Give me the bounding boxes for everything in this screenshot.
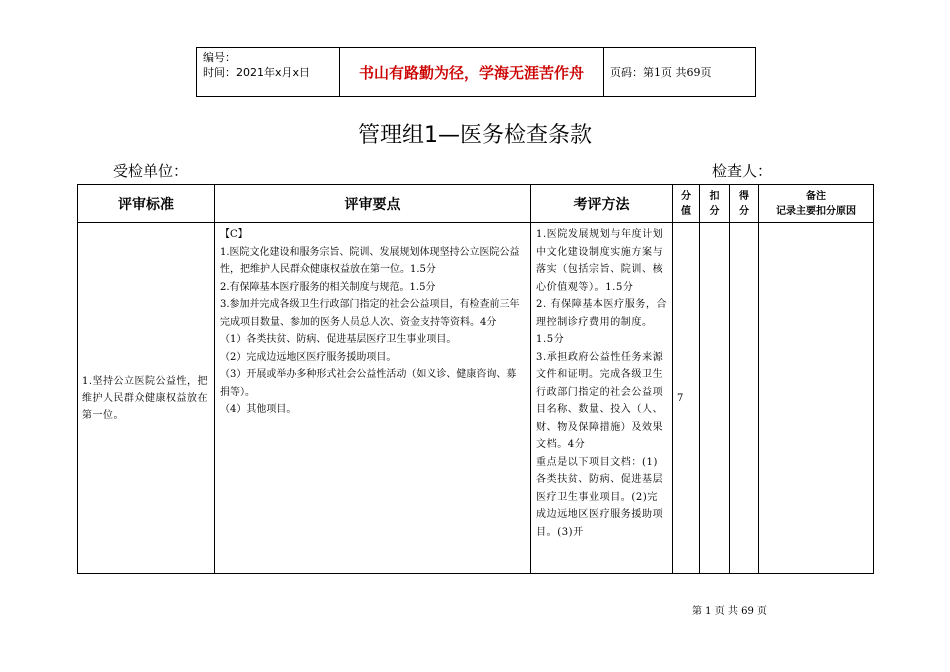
header-score: 分 值 — [673, 185, 700, 223]
points-cell — [215, 223, 531, 574]
motto: 书山有路勤为径，学海无涯苦作舟 — [340, 48, 604, 96]
points-line: 1.医院文化建设和服务宗旨、院训、发展规划体现坚持公立医院公益性，把维护人民群众健康权益放在第一位。1.5分 — [220, 246, 520, 275]
points-line: 【C】 — [220, 229, 248, 240]
method-cell — [531, 223, 673, 574]
page-label: 页码：第1页 共69页 — [610, 66, 712, 79]
note-cell — [759, 223, 874, 574]
number-label: 编号： — [203, 51, 236, 64]
method-line: 2. 有保障基本医疗服务，合理控制诊疗费用的制度。1.5分 — [536, 299, 668, 345]
points-line: （2）完成边远地区医疗服务援助项目。 — [220, 351, 397, 363]
table-row — [78, 223, 874, 574]
method-line: 重点是以下项目文档：(1)各类扶贫、防病、促进基层医疗卫生事业项目。(2)完成边远地区医疗服务援助项目。(3)开 — [536, 456, 664, 538]
points-line: （3）开展或举办多种形式社会公益性活动（如义诊、健康咨询、募捐等）。 — [220, 369, 517, 398]
points-line: （4）其他项目。 — [220, 404, 297, 415]
deduct-cell — [700, 223, 730, 574]
points-line: （1）各类扶贫、防病、促进基层医疗卫生事业项目。 — [220, 334, 457, 345]
points-line: 3.参加并完成各级卫生行政部门指定的社会公益项目，有检查前三年完成项目数量、参加的医务人员总人次、资金支持等资料。4分 — [220, 299, 520, 328]
header-deduct: 扣 分 — [700, 185, 730, 223]
method-line: 1.医院发展规划与年度计划中文化建设制度实施方案与落实（包括宗旨、院训、核心价值观等）。1.5分 — [536, 229, 664, 293]
header-standard: 评审标准 — [78, 185, 215, 223]
inspector-label: 检查人： — [712, 162, 773, 180]
score-cell: 7 — [673, 223, 700, 574]
table-header-row — [78, 185, 874, 223]
review-table — [77, 184, 874, 574]
standard-cell: 1.坚持公立医院公益性，把维护人民群众健康权益放在第一位。 — [78, 223, 215, 574]
inspected-unit-label: 受检单位： — [113, 162, 189, 180]
page-title: 管理组1—医务检查条款 — [358, 123, 592, 148]
header-points: 评审要点 — [215, 185, 531, 223]
points-line: 2.有保障基本医疗服务的相关制度与规范。1.5分 — [220, 281, 436, 293]
time-label: 时间：2021年x月x日 — [203, 66, 311, 79]
header-note: 备注 记录主要扣分原因 — [759, 185, 874, 223]
header-method: 考评方法 — [531, 185, 673, 223]
header-gain: 得 分 — [730, 185, 759, 223]
document-header-box — [196, 47, 756, 97]
method-line: 3.承担政府公益性任务来源文件和证明。完成各级卫生行政部门指定的社会公益项目名称、数量、投入（人、财、物及保障措施）及效果文档。4分 — [536, 351, 664, 450]
page-footer: 第 1 页 共 69 页 — [692, 606, 767, 617]
header-meta — [197, 48, 340, 96]
gain-cell — [730, 223, 759, 574]
